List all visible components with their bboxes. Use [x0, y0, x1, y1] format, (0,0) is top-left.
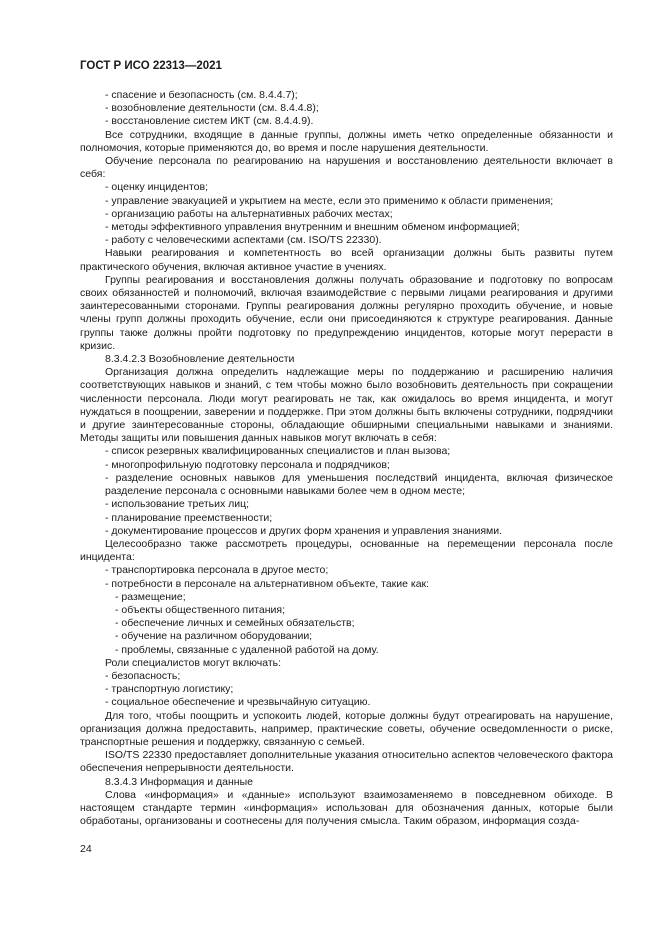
list-item: - обучение на различном оборудовании;: [115, 630, 313, 643]
paragraph: ISO/TS 22330 предоставляет дополнительные указания относительно аспектов человеческого фактора обеспечения непрерывности деятельности.: [80, 749, 613, 775]
list-item: - разделение основных навыков для уменьшения последствий инцидента, включая физическое разделение персонала с основными навыками более чем в одном месте;: [105, 471, 613, 498]
page-number: 24: [80, 843, 92, 855]
paragraph: Обучение персонала по реагированию на нарушения и восстановлению деятельности включает в себя:: [80, 155, 613, 181]
list-item: - методы эффективного управления внутренним и внешним обменом информацией;: [105, 221, 520, 234]
section-heading: 8.3.4.3 Информация и данные: [105, 775, 253, 788]
list-item: - работу с человеческими аспектами (см. ISO/TS 22330).: [105, 234, 382, 247]
list-item: - планирование преемственности;: [105, 511, 273, 524]
list-item: - проблемы, связанные с удаленной работой на дому.: [115, 643, 379, 656]
list-item: - транспортировка персонала в другое место;: [105, 564, 329, 577]
paragraph: Для того, чтобы поощрить и успокоить людей, которые должны будут отреагировать на нарушение, организация должна предоставить, например, практические советы, обучение осведомленности о риске, транспортные решения и поддержку, связанную с семьей.: [80, 709, 613, 748]
paragraph: Роли специалистов могут включать:: [105, 656, 282, 669]
list-item: - размещение;: [115, 590, 186, 603]
list-item: - использование третьих лиц;: [105, 498, 250, 511]
list-item: - транспортную логистику;: [105, 683, 234, 696]
list-item: - управление эвакуацией и укрытием на месте, если это применимо к области применения;: [105, 194, 554, 207]
list-item: - безопасность;: [105, 669, 181, 682]
section-heading: 8.3.4.2.3 Возобновление деятельности: [105, 353, 295, 366]
list-item: - список резервных квалифицированных специалистов и план вызова;: [105, 445, 451, 458]
list-item: - многопрофильную подготовку персонала и подрядчиков;: [105, 458, 390, 471]
list-item: - объекты общественного питания;: [115, 603, 286, 616]
list-item: - обеспечение личных и семейных обязательств;: [115, 617, 355, 630]
list-item: - спасение и безопасность (см. 8.4.4.7);: [105, 89, 298, 101]
list-item: - оценку инцидентов;: [105, 181, 209, 194]
list-item: - организацию работы на альтернативных рабочих местах;: [105, 207, 393, 220]
list-item: - социальное обеспечение и чрезвычайную ситуацию.: [105, 696, 371, 709]
paragraph: Организация должна определить надлежащие меры по поддержанию и расширению наличия соответствующих навыков и знаний, с тем чтобы можно было возобновить деятельность при сокращении численности персонала. Люди могут реагировать не так, как ожидалось во время инцидента, и могут нуждаться в поощрении, заверении и поддержке. При этом должны быть включены сотрудники, подрядчики и другие заинтересованные стороны, обладающие обширными специальными навыками и знаниями. Методы защиты или повышения данных навыков могут включать в себя:: [80, 366, 613, 445]
paragraph: Группы реагирования и восстановления должны получать образование и подготовку по вопросам своих обязанностей и полномочий, включая взаимодействие с первыми лицами реагирования и другими заинтересованными сторонами. Группы реагирования должны регулярно проходить обучение, и новые члены групп должны проходить обучение, если они присоединяются к структуре реагирования. Данные группы также должны пройти подготовку по предупреждению инцидентов, которые могут перерасти в кризис.: [80, 273, 613, 352]
paragraph: Слова «информация» и «данные» используют взаимозаменяемо в повседневном обиходе. В настоящем стандарте термин «информация» использован для обозначения данных, которые были обработаны, организованы и соотнесены для получения смысла. Таким образом, информация созда-: [80, 788, 613, 828]
list-item: - восстановление систем ИКТ (см. 8.4.4.9).: [105, 115, 314, 128]
paragraph: Целесообразно также рассмотреть процедуры, основанные на перемещении персонала после инцидента:: [80, 537, 613, 564]
list-item: - потребности в персонале на альтернативном объекте, такие как:: [105, 577, 430, 590]
list-item: - документирование процессов и других форм хранения и управления знаниями.: [105, 524, 503, 537]
list-item: - возобновление деятельности (см. 8.4.4.8);: [105, 102, 319, 115]
document-body: [80, 89, 613, 828]
document-header: ГОСТ Р ИСО 22313—2021: [80, 60, 222, 72]
paragraph: Все сотрудники, входящие в данные группы, должны иметь четко определенные обязанности и полномочия, которые применяются до, во время и после нарушения деятельности.: [80, 128, 613, 154]
paragraph: Навыки реагирования и компетентность во всей организации должны быть развиты путем практического обучения, включая активное участие в учениях.: [80, 247, 613, 273]
